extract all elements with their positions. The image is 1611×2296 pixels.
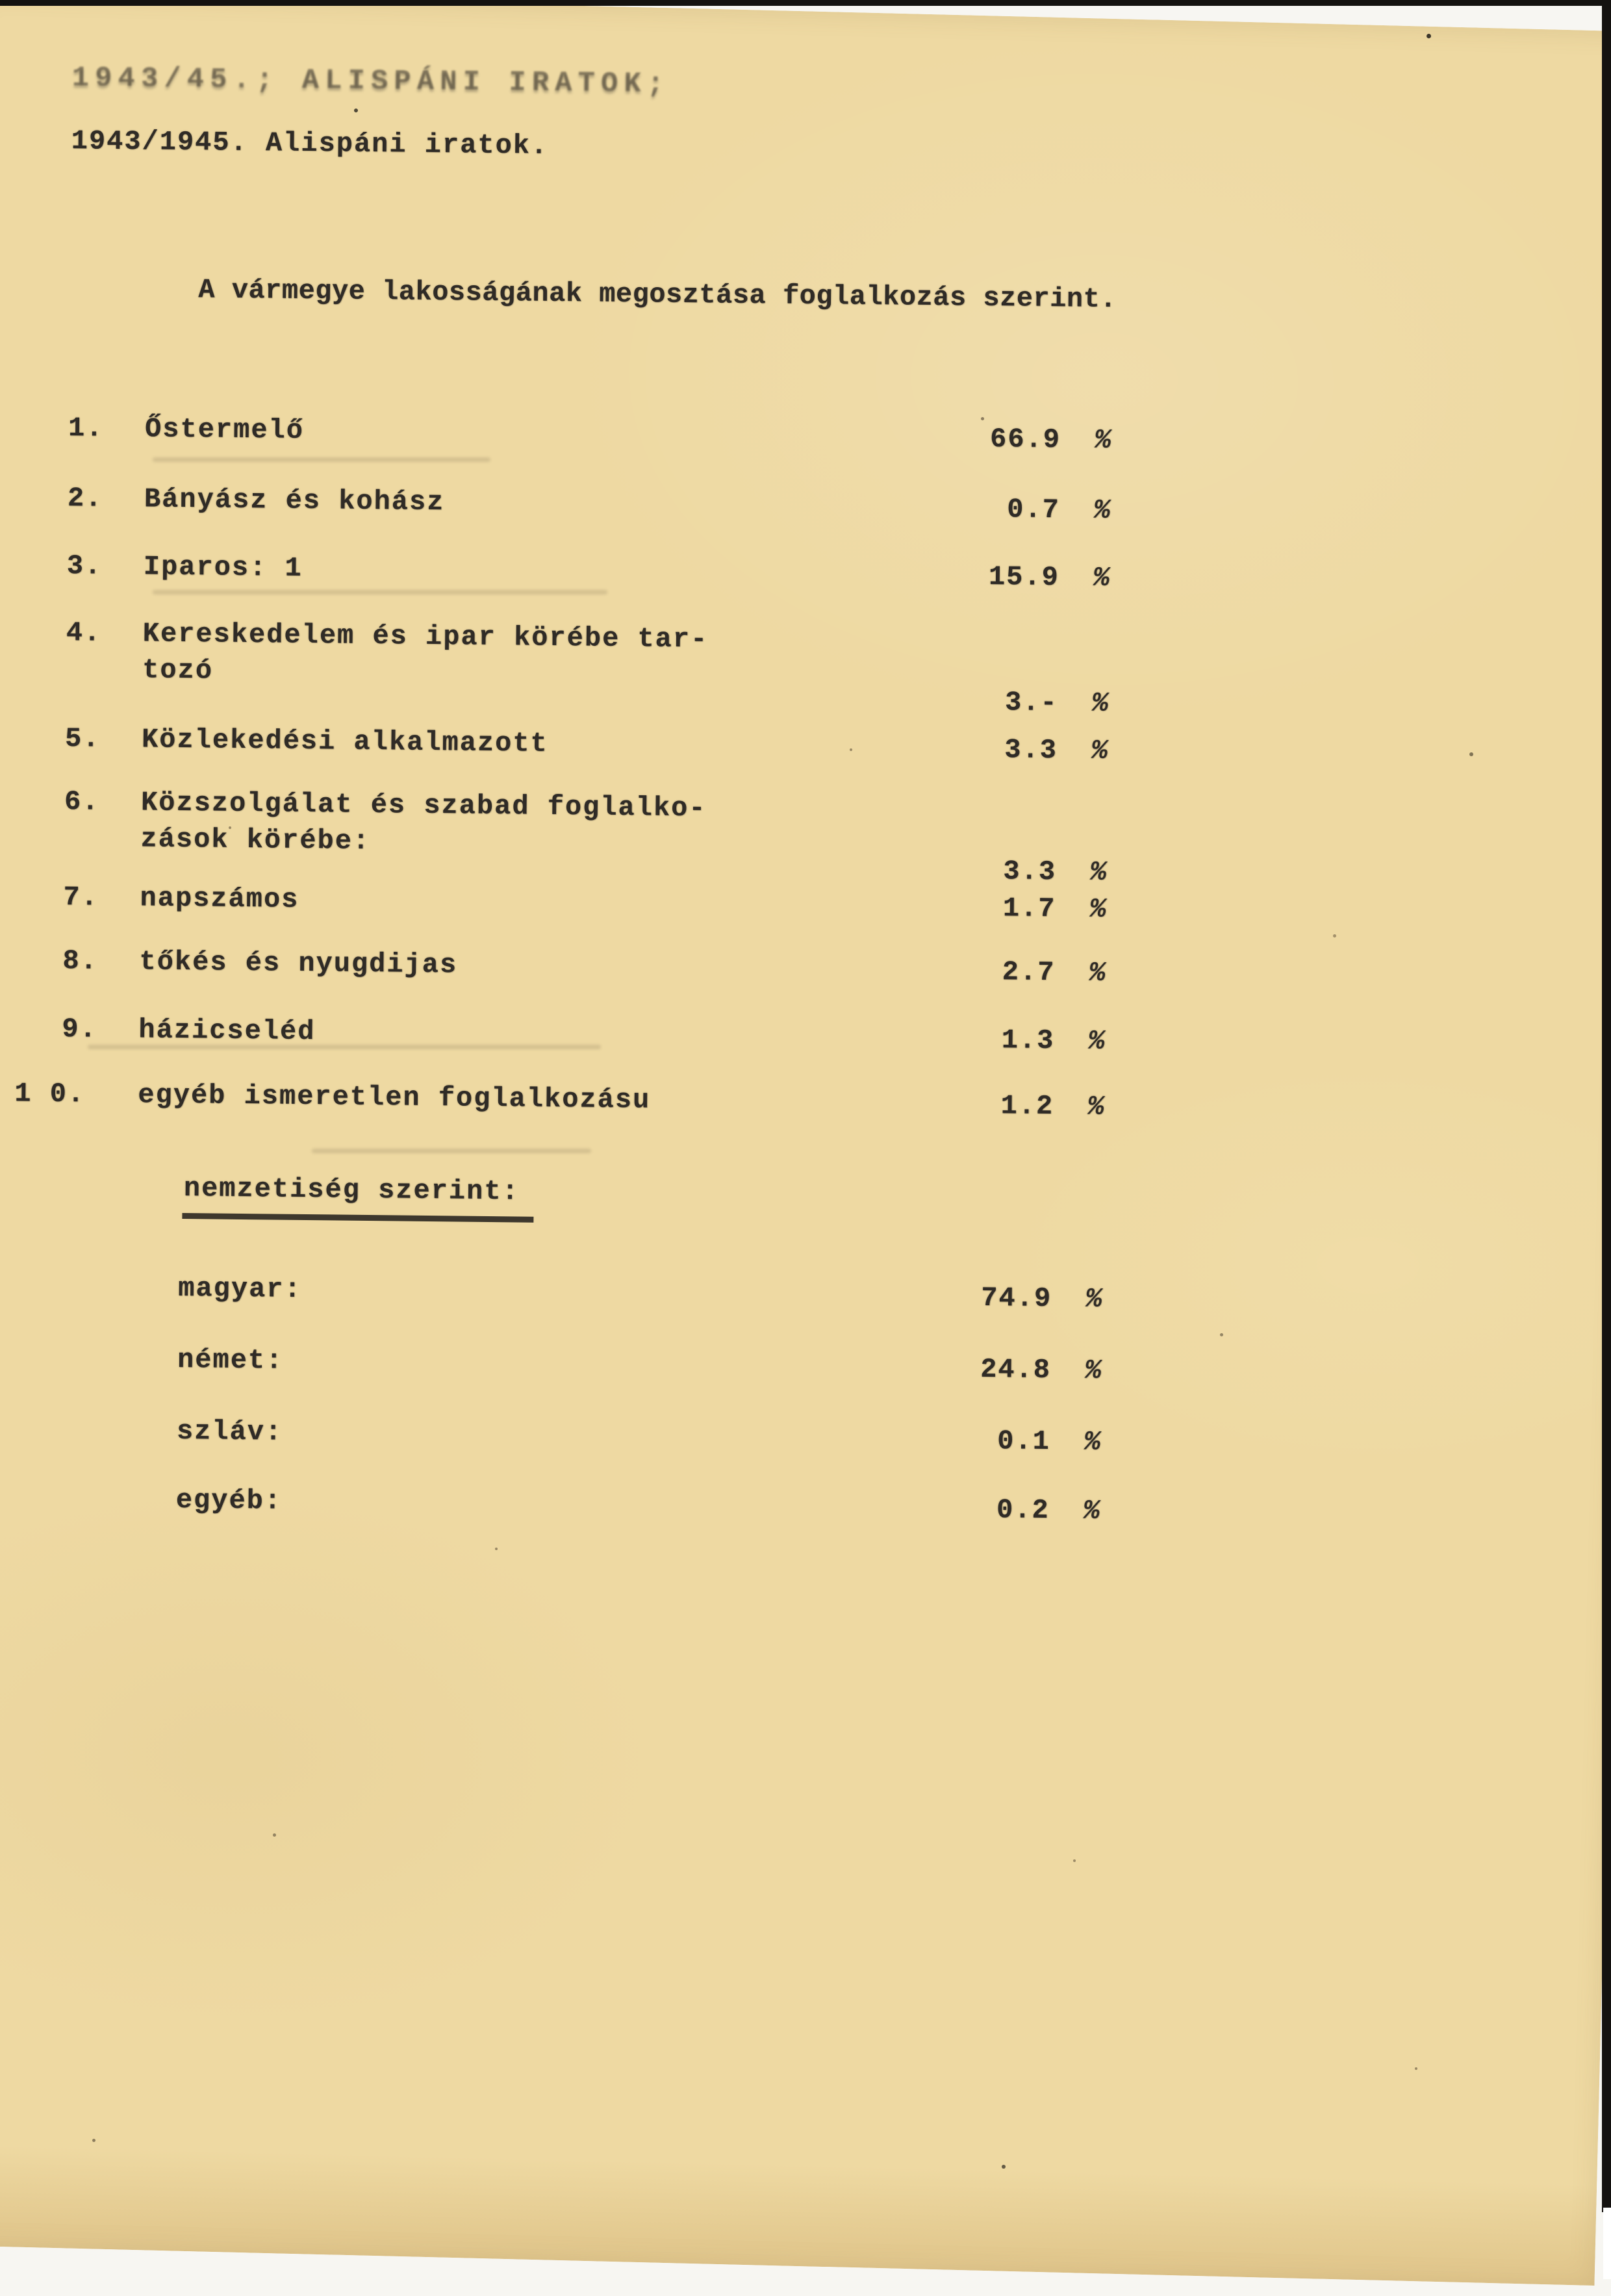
archive-reference-line: 1943/1945. Alispáni iratok. [71, 125, 549, 162]
row-number: 1. [68, 413, 104, 444]
occupation-row [68, 410, 304, 449]
percent-sign: % [1091, 494, 1115, 526]
faded-header-stamp: 1943/45.; ALISPÁNI IRATOK; [71, 62, 670, 101]
occupation-row [66, 615, 709, 694]
row-label: napszámos [140, 882, 299, 915]
nationality-value: 24.8 [980, 1353, 1052, 1386]
row-number: 5. [64, 723, 101, 755]
occupation-row [63, 879, 299, 918]
row-label: tőkés és nyugdijas [139, 946, 458, 981]
occupation-value: 15.9 [988, 561, 1060, 594]
nationality-row-label: egyéb: [175, 1484, 283, 1517]
occupation-value: 3.3 [1003, 856, 1057, 888]
occupation-value: 1.3 [1001, 1025, 1055, 1057]
percent-sign: % [1082, 1283, 1106, 1315]
occupation-row [62, 1011, 316, 1050]
occupation-row [68, 480, 445, 520]
occupation-value: 66.9 [989, 423, 1061, 456]
nationality-row-label: magyar: [177, 1272, 302, 1305]
row-number: 4. [66, 617, 102, 649]
percent-sign: % [1090, 562, 1114, 594]
percent-sign: % [1082, 1355, 1106, 1386]
row-label: egyéb ismeretlen foglalkozásu [138, 1079, 651, 1116]
percent-sign: % [1086, 893, 1111, 925]
document-title: A vármegye lakosságának megosztása foglalkozás szerint. [198, 274, 1117, 316]
nationality-heading: nemzetiség szerint: [182, 1170, 534, 1223]
percent-sign: % [1087, 856, 1111, 888]
row-number: 2. [67, 483, 103, 515]
percent-sign: % [1080, 1495, 1104, 1527]
row-label: Kereskedelem és ipar körébe tar- tozó [142, 618, 709, 687]
row-number: 3. [66, 550, 103, 582]
occupation-value: 2.7 [1002, 956, 1056, 989]
occupation-value: 1.7 [1002, 893, 1056, 925]
percent-sign: % [1085, 957, 1110, 989]
row-label: házicseléd [138, 1014, 316, 1048]
occupation-row [65, 721, 548, 762]
occupation-value: 0.7 [1006, 494, 1061, 526]
row-label: Iparos: 1 [143, 551, 303, 584]
occupation-row [64, 784, 707, 863]
row-label: Közszolgálat és szabad foglalko- zások körébe: [140, 787, 707, 858]
nationality-value: 0.2 [996, 1494, 1050, 1527]
occupation-value: 1.2 [1000, 1090, 1054, 1123]
row-number: 1 0. [14, 1078, 86, 1110]
row-label: Bányász és kohász [144, 483, 445, 518]
row-number: 9. [62, 1014, 98, 1045]
occupation-row [67, 548, 303, 587]
row-number: 8. [62, 945, 99, 977]
row-label: Közlekedési alkalmazott [141, 724, 549, 759]
percent-sign: % [1088, 735, 1112, 767]
occupation-row [14, 1075, 650, 1118]
percent-sign: % [1091, 424, 1115, 456]
percent-sign: % [1084, 1091, 1108, 1123]
occupation-value: 3.3 [1004, 734, 1058, 767]
nationality-row-label: német: [177, 1344, 284, 1377]
scan-background-bottom-right [1603, 2208, 1611, 2279]
nationality-value: 0.1 [996, 1425, 1051, 1458]
percent-sign: % [1081, 1426, 1105, 1458]
nationality-value: 74.9 [981, 1282, 1052, 1315]
occupation-value: 3.- [1004, 687, 1059, 719]
row-number: 7. [63, 882, 99, 913]
row-number: 6. [64, 786, 100, 818]
percent-sign: % [1089, 687, 1113, 719]
occupation-row [62, 943, 457, 983]
row-label: Őstermelő [144, 413, 305, 446]
percent-sign: % [1085, 1025, 1110, 1057]
nationality-row-label: szláv: [176, 1415, 283, 1448]
